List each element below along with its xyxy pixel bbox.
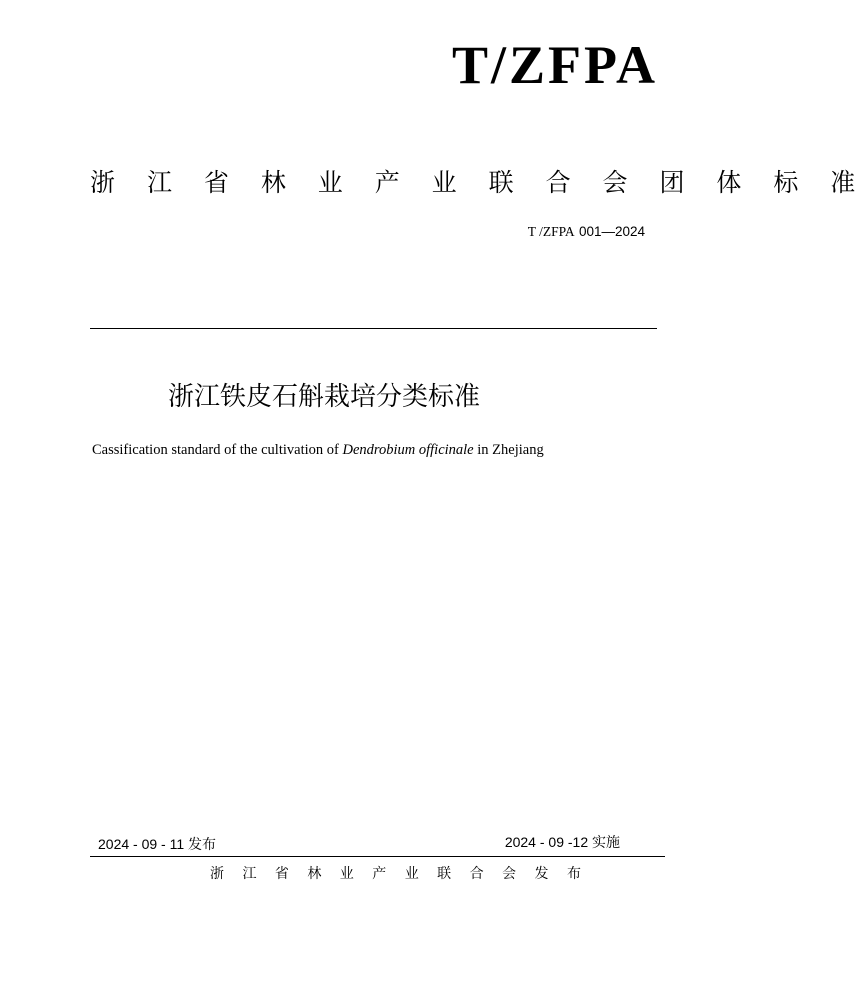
standard-number bbox=[528, 224, 645, 240]
english-title-start: Cassification standard of the cultivation of bbox=[92, 442, 343, 458]
english-title-species: Dendrobium officinale bbox=[342, 442, 474, 458]
publish-date: 2024 - 09 - 11 发布 bbox=[98, 836, 217, 852]
top-divider bbox=[90, 328, 657, 329]
standard-logo: T/ZFPA bbox=[452, 35, 658, 95]
implement-date: 2024 - 09 -12 实施 bbox=[504, 834, 620, 850]
bottom-divider bbox=[90, 856, 665, 857]
english-title-end: in Zhejiang bbox=[473, 442, 544, 458]
document-title: 浙江铁皮石斛栽培分类标准 bbox=[168, 382, 481, 412]
english-title bbox=[92, 442, 544, 459]
standard-number-value: 001—2024 bbox=[578, 224, 645, 239]
organization-standard-heading: 浙 江 省 林 业 产 业 联 合 会 团 体 标 准 bbox=[90, 168, 867, 197]
standard-number-prefix: T /ZFPA bbox=[527, 224, 575, 239]
issuer: 浙 江 省 林 业 产 业 联 合 会 发 布 bbox=[210, 866, 588, 882]
